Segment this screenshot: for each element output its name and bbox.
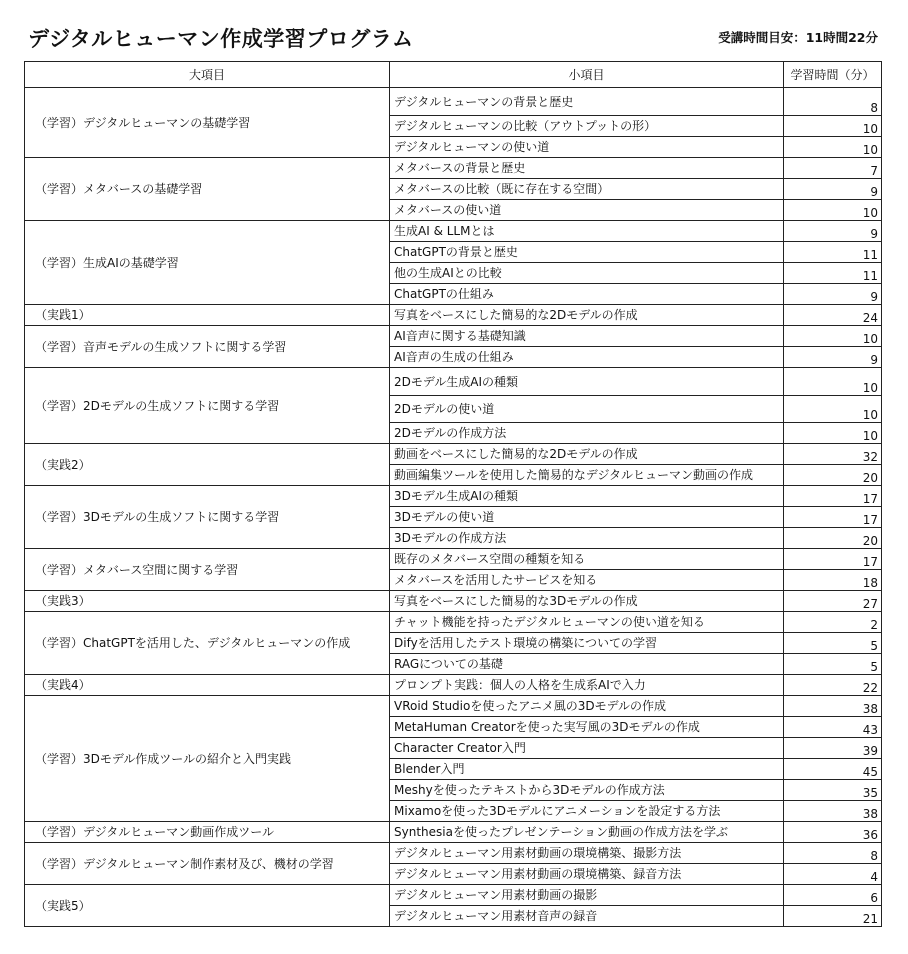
table-row — [25, 305, 882, 326]
subitem-cell: Blender入門 — [390, 759, 784, 780]
minutes-cell: 24 — [784, 305, 882, 326]
minutes-cell: 10 — [784, 116, 882, 137]
subitem-cell: メタバースの背景と歴史 — [390, 158, 784, 179]
subitem-cell: RAGについての基礎 — [390, 654, 784, 675]
subitem-cell: デジタルヒューマン用素材動画の撮影 — [390, 885, 784, 906]
subitem-cell: Synthesiaを使ったプレゼンテーション動画の作成方法を学ぶ — [390, 822, 784, 843]
subitem-cell: 動画をベースにした簡易的な2Dモデルの作成 — [390, 444, 784, 465]
minutes-cell: 38 — [784, 801, 882, 822]
minutes-cell: 17 — [784, 486, 882, 507]
subitem-cell: Character Creator入門 — [390, 738, 784, 759]
subitem-cell: チャット機能を持ったデジタルヒューマンの使い道を知る — [390, 612, 784, 633]
category-cell: （学習）メタバース空間に関する学習 — [25, 549, 390, 591]
subitem-cell: ChatGPTの仕組み — [390, 284, 784, 305]
page-title: デジタルヒューマン作成学習プログラム — [28, 27, 414, 51]
table-row — [25, 843, 882, 864]
curriculum-table — [24, 61, 882, 927]
category-cell: （学習）メタバースの基礎学習 — [25, 158, 390, 221]
minutes-cell: 9 — [784, 284, 882, 305]
subitem-cell: デジタルヒューマンの背景と歴史 — [390, 88, 784, 116]
category-cell: （実践3） — [25, 591, 390, 612]
category-cell: （学習）デジタルヒューマン制作素材及び、機材の学習 — [25, 843, 390, 885]
subitem-cell: 既存のメタバース空間の種類を知る — [390, 549, 784, 570]
header-category: 大項目 — [25, 62, 390, 88]
subitem-cell: デジタルヒューマン用素材動画の環境構築、録音方法 — [390, 864, 784, 885]
subitem-cell: 写真をベースにした簡易的な2Dモデルの作成 — [390, 305, 784, 326]
subitem-cell: メタバースの使い道 — [390, 200, 784, 221]
subitem-cell: デジタルヒューマン用素材音声の録音 — [390, 906, 784, 927]
minutes-cell: 11 — [784, 263, 882, 284]
minutes-cell: 20 — [784, 528, 882, 549]
subitem-cell: AI音声に関する基礎知識 — [390, 326, 784, 347]
minutes-cell: 9 — [784, 179, 882, 200]
minutes-cell: 27 — [784, 591, 882, 612]
subitem-cell: VRoid Studioを使ったアニメ風の3Dモデルの作成 — [390, 696, 784, 717]
minutes-cell: 39 — [784, 738, 882, 759]
minutes-cell: 4 — [784, 864, 882, 885]
table-row — [25, 158, 882, 179]
subitem-cell: 生成AI & LLMとは — [390, 221, 784, 242]
subitem-cell: 3Dモデルの使い道 — [390, 507, 784, 528]
subitem-cell: Mixamoを使った3Dモデルにアニメーションを設定する方法 — [390, 801, 784, 822]
minutes-cell: 20 — [784, 465, 882, 486]
table-body — [25, 88, 882, 927]
minutes-cell: 8 — [784, 88, 882, 116]
category-cell: （実践5） — [25, 885, 390, 927]
category-cell: （実践4） — [25, 675, 390, 696]
table-row — [25, 885, 882, 906]
minutes-cell: 7 — [784, 158, 882, 179]
minutes-cell: 2 — [784, 612, 882, 633]
subitem-cell: ChatGPTの背景と歴史 — [390, 242, 784, 263]
subitem-cell: MetaHuman Creatorを使った実写風の3Dモデルの作成 — [390, 717, 784, 738]
subitem-cell: AI音声の生成の仕組み — [390, 347, 784, 368]
subitem-cell: デジタルヒューマンの比較（アウトプットの形） — [390, 116, 784, 137]
table-row — [25, 444, 882, 465]
table-row — [25, 549, 882, 570]
table-row — [25, 88, 882, 116]
header-subitem: 小項目 — [390, 62, 784, 88]
minutes-cell: 10 — [784, 326, 882, 347]
minutes-cell: 8 — [784, 843, 882, 864]
minutes-cell: 43 — [784, 717, 882, 738]
subitem-cell: 3Dモデルの作成方法 — [390, 528, 784, 549]
subitem-cell: 2Dモデル生成AIの種類 — [390, 368, 784, 396]
subitem-cell: 写真をベースにした簡易的な3Dモデルの作成 — [390, 591, 784, 612]
subitem-cell: 3Dモデル生成AIの種類 — [390, 486, 784, 507]
category-cell: （学習）生成AIの基礎学習 — [25, 221, 390, 305]
table-row — [25, 486, 882, 507]
minutes-cell: 32 — [784, 444, 882, 465]
table-row — [25, 696, 882, 717]
total-study-time: 受講時間目安：11時間22分 — [718, 30, 878, 45]
category-cell: （実践1） — [25, 305, 390, 326]
minutes-cell: 10 — [784, 137, 882, 158]
subitem-cell: 動画編集ツールを使用した簡易的なデジタルヒューマン動画の作成 — [390, 465, 784, 486]
minutes-cell: 6 — [784, 885, 882, 906]
table-row — [25, 675, 882, 696]
minutes-cell: 5 — [784, 633, 882, 654]
minutes-cell: 10 — [784, 368, 882, 396]
subitem-cell: メタバースの比較（既に存在する空間） — [390, 179, 784, 200]
minutes-cell: 21 — [784, 906, 882, 927]
subitem-cell: プロンプト実践：個人の人格を生成系AIで入力 — [390, 675, 784, 696]
minutes-cell: 22 — [784, 675, 882, 696]
minutes-cell: 10 — [784, 200, 882, 221]
minutes-cell: 18 — [784, 570, 882, 591]
category-cell: （学習）3Dモデルの生成ソフトに関する学習 — [25, 486, 390, 549]
subitem-cell: メタバースを活用したサービスを知る — [390, 570, 784, 591]
minutes-cell: 17 — [784, 549, 882, 570]
category-cell: （学習）デジタルヒューマンの基礎学習 — [25, 88, 390, 158]
subitem-cell: デジタルヒューマン用素材動画の環境構築、撮影方法 — [390, 843, 784, 864]
header-row — [25, 62, 882, 88]
category-cell: （学習）ChatGPTを活用した、デジタルヒューマンの作成 — [25, 612, 390, 675]
subitem-cell: Difyを活用したテスト環境の構築についての学習 — [390, 633, 784, 654]
category-cell: （実践2） — [25, 444, 390, 486]
table-row — [25, 612, 882, 633]
header-minutes: 学習時間（分） — [784, 62, 882, 88]
minutes-cell: 35 — [784, 780, 882, 801]
category-cell: （学習）2Dモデルの生成ソフトに関する学習 — [25, 368, 390, 444]
subitem-cell: 2Dモデルの作成方法 — [390, 423, 784, 444]
minutes-cell: 9 — [784, 221, 882, 242]
table-row — [25, 221, 882, 242]
category-cell: （学習）デジタルヒューマン動画作成ツール — [25, 822, 390, 843]
minutes-cell: 11 — [784, 242, 882, 263]
subitem-cell: 他の生成AIとの比較 — [390, 263, 784, 284]
subitem-cell: 2Dモデルの使い道 — [390, 396, 784, 423]
minutes-cell: 10 — [784, 423, 882, 444]
table-row — [25, 326, 882, 347]
category-cell: （学習）音声モデルの生成ソフトに関する学習 — [25, 326, 390, 368]
table-row — [25, 368, 882, 396]
subitem-cell: Meshyを使ったテキストから3Dモデルの作成方法 — [390, 780, 784, 801]
minutes-cell: 38 — [784, 696, 882, 717]
minutes-cell: 36 — [784, 822, 882, 843]
minutes-cell: 45 — [784, 759, 882, 780]
minutes-cell: 17 — [784, 507, 882, 528]
minutes-cell: 10 — [784, 396, 882, 423]
category-cell: （学習）3Dモデル作成ツールの紹介と入門実践 — [25, 696, 390, 822]
table-row — [25, 591, 882, 612]
table-row — [25, 822, 882, 843]
subitem-cell: デジタルヒューマンの使い道 — [390, 137, 784, 158]
minutes-cell: 5 — [784, 654, 882, 675]
minutes-cell: 9 — [784, 347, 882, 368]
